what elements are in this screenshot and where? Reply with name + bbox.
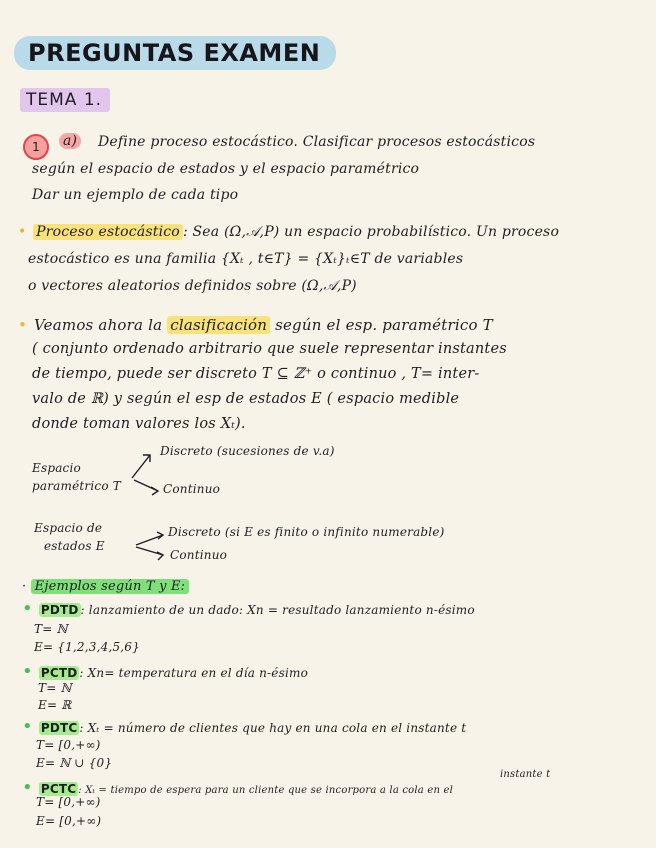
page-title: PREGUNTAS EXAMEN — [14, 36, 336, 70]
param-branch-continuous: Continuo — [163, 482, 221, 496]
question-line-1: Define proceso estocástico. Clasificar procesos estocásticos — [98, 134, 536, 150]
param-label-2: paramétrico T — [32, 479, 121, 493]
classification-line-2: ( conjunto ordenado arbitrario que suele representar instantes — [32, 341, 507, 357]
classification-highlight: clasificación — [167, 316, 270, 334]
examples-heading-text: Ejemplos según T y E: — [31, 579, 190, 594]
example-e-line: E= ℕ ∪ {0} — [36, 756, 113, 770]
definition-term: Proceso estocástico — [33, 224, 183, 240]
example-t-line: T= [0,+∞) — [36, 738, 101, 752]
definition-line-3: o vectores aleatorios definidos sobre (Ω,𝒜,P) — [28, 278, 357, 294]
param-label-1: Espacio — [32, 461, 81, 475]
states-arrow-down — [136, 547, 163, 560]
definition-line-2: estocástico es una familia {Xₜ , t∈T} = {Xₜ}ₜ∈T de variables — [28, 251, 464, 267]
question-part-label: a) — [59, 133, 81, 149]
classification-intro: Veamos ahora la — [34, 316, 163, 334]
question-number-badge: 1 — [23, 134, 49, 160]
example-t-line: T= ℕ — [34, 622, 68, 636]
classification-line-3: de tiempo, puede ser discreto T ⊆ ℤ⁺ o continuo , T= inter- — [32, 366, 480, 382]
example-tag: PDTD — [40, 603, 79, 617]
classification-line-5: donde toman valores los Xₜ). — [32, 416, 246, 432]
definition-line-1-text: : Sea (Ω,𝒜,P) un espacio probabilístico. Un proceso — [182, 224, 560, 240]
param-arrow-down — [134, 480, 158, 495]
example-tag: PCTD — [40, 666, 78, 680]
example-desc: : Xn= temperatura en el día n-ésimo — [79, 666, 309, 680]
param-arrow-up — [132, 455, 150, 478]
classification-line-1 — [18, 316, 493, 334]
classification-line-4: valo de ℝ) y según el esp de estados E ( espacio medible — [32, 391, 460, 407]
example-tag: PDTC — [40, 721, 78, 735]
example-e-line: E= ℝ — [38, 698, 72, 712]
param-branch-discrete — [160, 444, 335, 458]
question-line-2: según el espacio de estados y el espacio paramétrico — [32, 161, 420, 177]
example-e-line: E= [0,+∞) — [36, 814, 102, 828]
states-label-2: estados E — [44, 539, 105, 553]
states-branch-continuous: Continuo — [170, 548, 228, 562]
example-desc: : Xₜ = tiempo de espera para un cliente que se incorpora a la cola en el — [78, 785, 453, 796]
example-item — [22, 716, 466, 737]
examples-heading — [22, 579, 189, 594]
example-e-line: E= {1,2,3,4,5,6} — [34, 640, 140, 654]
example-desc: : lanzamiento de un dado: Xn = resultado lanzamiento n-ésimo — [80, 603, 475, 617]
example-t-line: T= ℕ — [38, 681, 72, 695]
example-tag: PCTC — [40, 782, 77, 796]
example-t-line: T= [0,+∞) — [36, 795, 101, 809]
example-item — [22, 598, 475, 619]
states-branch-discrete: Discreto (si E es finito o infinito numerable) — [168, 525, 445, 539]
definition-line-1 — [18, 224, 559, 240]
question-line-3: Dar un ejemplo de cada tipo — [32, 187, 239, 203]
example-desc-continuation: instante t — [500, 769, 551, 780]
example-desc: : Xₜ = número de clientes que hay en una cola en el instante t — [79, 721, 467, 735]
example-item — [22, 661, 308, 682]
states-label-1: Espacio de — [34, 521, 103, 535]
topic-label: TEMA 1. — [20, 88, 110, 112]
classification-line-1-rest: según el esp. paramétrico T — [275, 316, 493, 334]
states-arrow-up — [136, 532, 163, 545]
examples-dash: · — [22, 579, 31, 594]
param-branch-discrete-text: Discreto (sucesiones de v.a) — [160, 444, 335, 458]
